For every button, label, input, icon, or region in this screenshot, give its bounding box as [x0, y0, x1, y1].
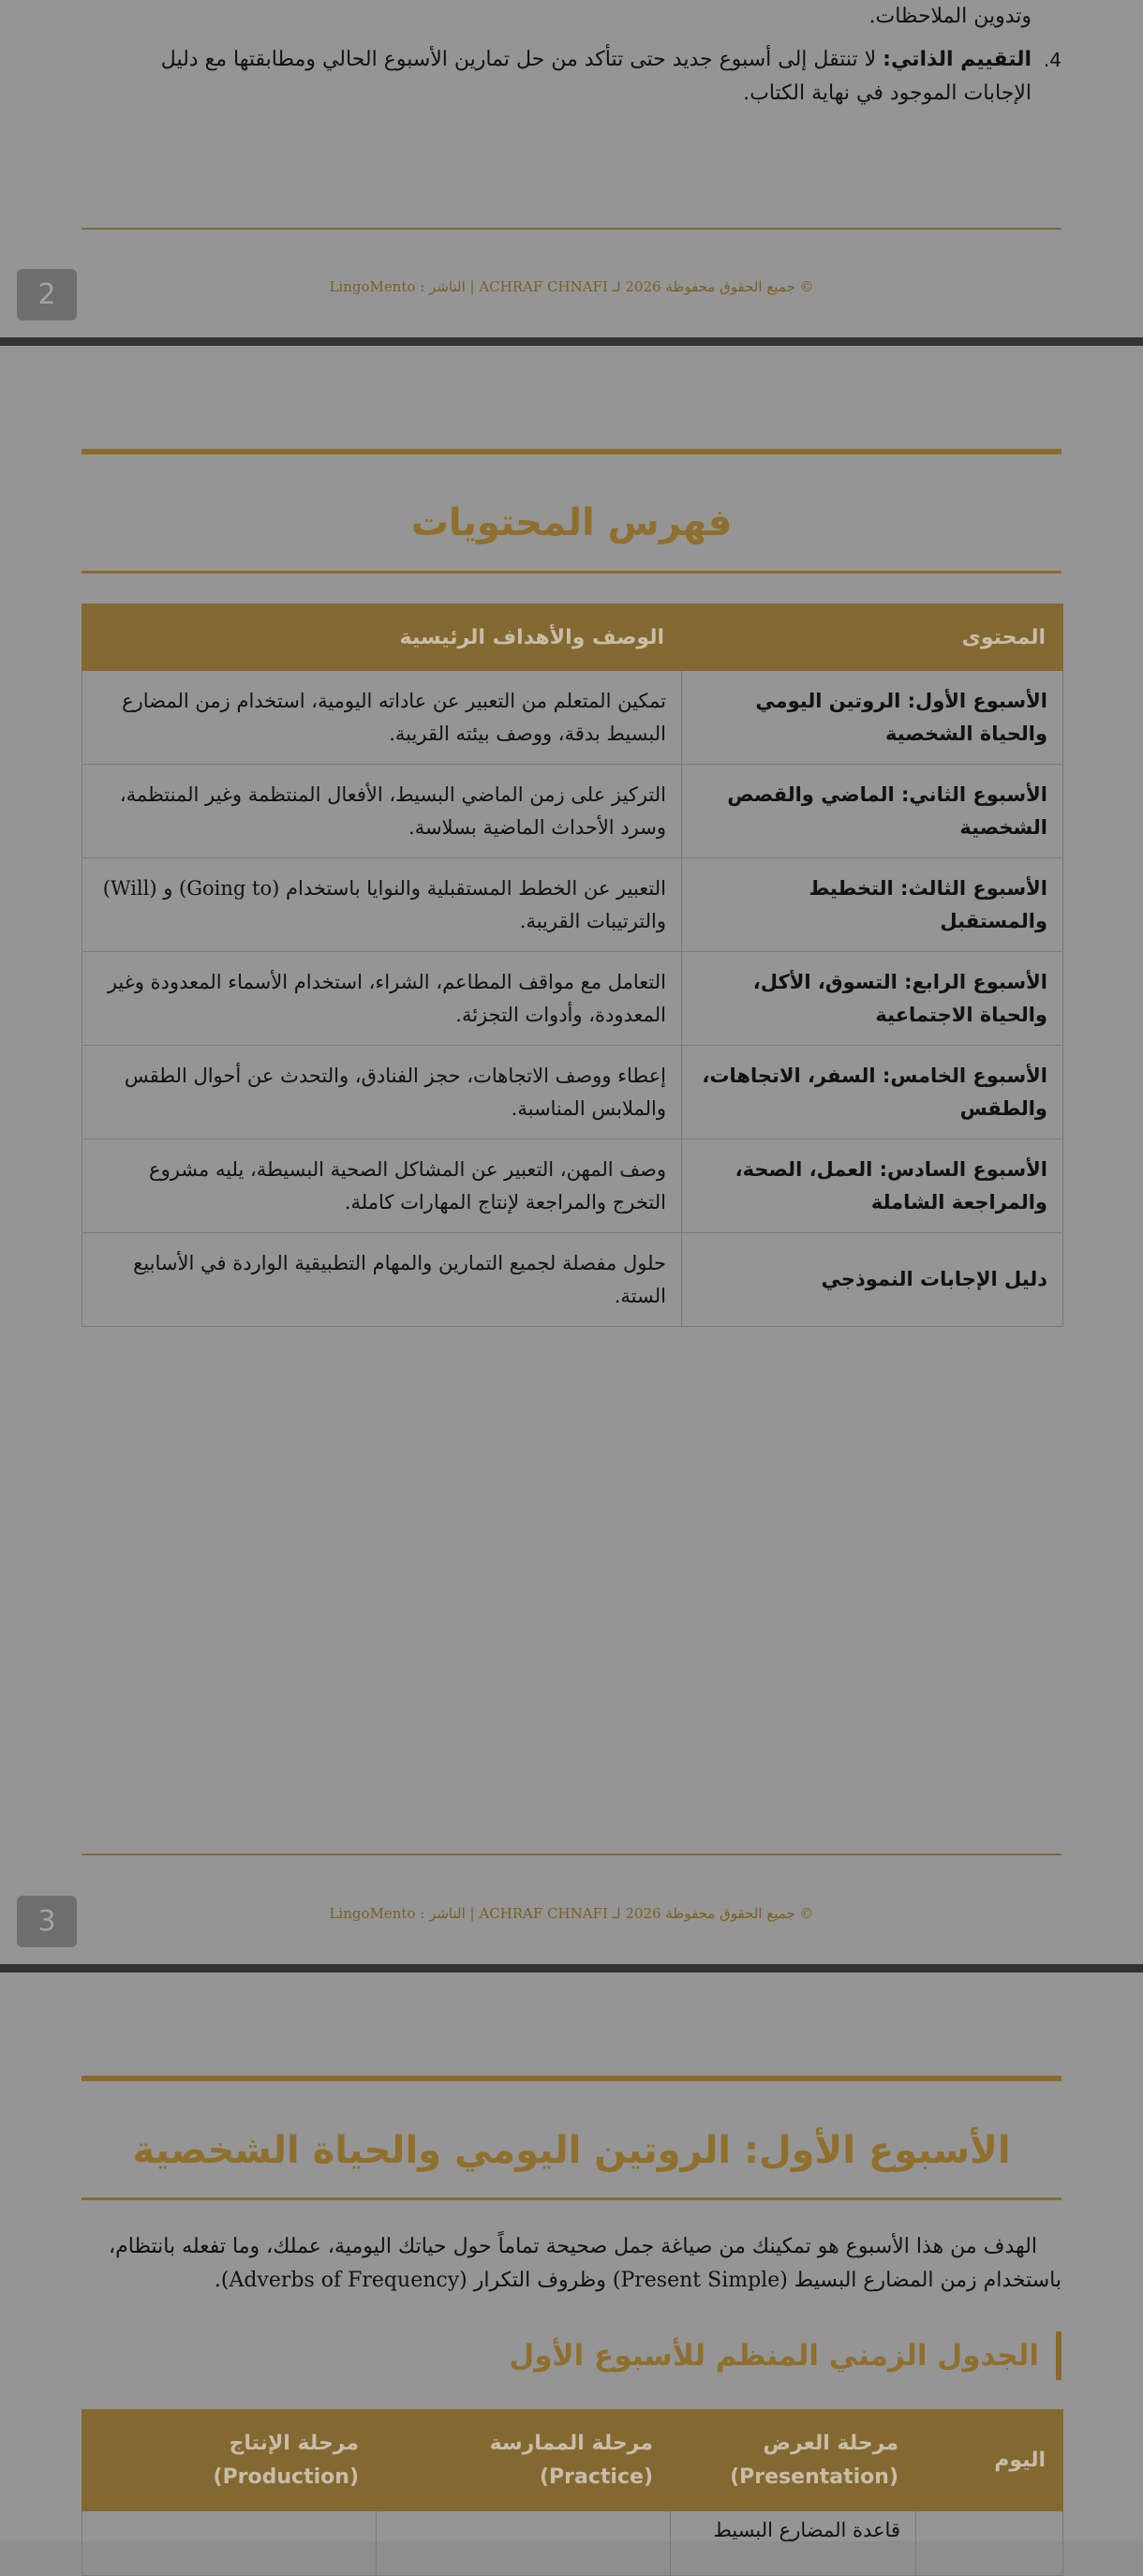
week1-schedule-table [82, 2409, 1063, 2576]
schedule-header-practice: مرحلة الممارسة (Practice) [377, 2410, 671, 2511]
toc-row-description: تمكين المتعلم من التعبير عن عاداته اليومية، استخدام زمن المضارع البسيط بدقة، ووصف بيئته القريبة. [82, 671, 682, 765]
list-item-bold-label: التقييم الذاتي: [883, 48, 1032, 71]
schedule-header-row [82, 2410, 1063, 2511]
schedule-cell [916, 2511, 1063, 2576]
title-bottom-rule [82, 2197, 1061, 2200]
title-top-rule [82, 449, 1061, 454]
page-footer: © جميع الحقوق محفوظة 2026 لـ ACHRAF CHNAFI | الناشر : LingoMento [329, 1905, 814, 1922]
toc-row-title: الأسبوع السادس: العمل، الصحة، والمراجعة الشاملة [682, 1139, 1063, 1233]
intro-line2: باستخدام زمن المضارع البسيط (Present Simple) وظروف التكرار (Adverbs of Frequency). [214, 2269, 1061, 2292]
toc-title: فهرس المحتويات [410, 501, 733, 544]
schedule-row [82, 2511, 1063, 2576]
toc-row-description: التعامل مع مواقف المطاعم، الشراء، استخدام الأسماء المعدودة وغير المعدودة، وأدوات التجزئة. [82, 952, 682, 1046]
page-number-badge: 3 [17, 1896, 77, 1947]
toc-row-title: الأسبوع الثالث: التخطيط والمستقبل [682, 858, 1063, 952]
toc-row-description: إعطاء ووصف الاتجاهات، حجز الفنادق، والتحدث عن أحوال الطقس والملابس المناسبة. [82, 1046, 682, 1139]
toc-row-title: دليل الإجابات النموذجي [682, 1233, 1063, 1327]
list-item-self-assessment [95, 43, 1032, 111]
list-continuation-line: وتدوين الملاحظات. [868, 5, 1032, 28]
toc-row [82, 858, 1063, 952]
title-bottom-rule [82, 571, 1061, 573]
page-number-badge: 2 [17, 269, 77, 320]
schedule-cell [82, 2511, 377, 2576]
list-item-number: 4. [1043, 49, 1061, 71]
page-footer: © جميع الحقوق محفوظة 2026 لـ ACHRAF CHNAFI | الناشر : LingoMento [329, 278, 814, 295]
page-separator [0, 337, 1143, 346]
schedule-cell: قاعدة المضارع البسيط [671, 2511, 916, 2576]
toc-header-row [82, 604, 1063, 671]
title-top-rule [82, 2076, 1061, 2081]
toc-row [82, 1233, 1063, 1327]
schedule-section-title: الجدول الزمني المنظم للأسبوع الأول [509, 2331, 1061, 2380]
toc-row-description: التعبير عن الخطط المستقبلية والنوايا باستخدام (Going to) و (Will) والترتيبات القريبة. [82, 858, 682, 952]
toc-row [82, 1139, 1063, 1233]
toc-row-title: الأسبوع الثاني: الماضي والقصص الشخصية [682, 765, 1063, 858]
toc-row-title: الأسبوع الأول: الروتين اليومي والحياة الشخصية [682, 671, 1063, 765]
toc-header-content: المحتوى [682, 604, 1063, 671]
toc-row-description: وصف المهن، التعبير عن المشاكل الصحية البسيطة، يليه مشروع التخرج والمراجعة لإنتاج المهارات كاملة. [82, 1139, 682, 1233]
list-item-text-line2: الإجابات الموجود في نهاية الكتاب. [743, 82, 1032, 105]
toc-table [82, 603, 1063, 1327]
schedule-cell [377, 2511, 671, 2576]
toc-row-description: التركيز على زمن الماضي البسيط، الأفعال المنتظمة وغير المنتظمة، وسرد الأحداث الماضية بسلاسة. [82, 765, 682, 858]
page-separator [0, 1964, 1143, 1973]
toc-row [82, 1046, 1063, 1139]
toc-row-description: حلول مفصلة لجميع التمارين والمهام التطبيقية الواردة في الأسابيع الستة. [82, 1233, 682, 1327]
toc-row [82, 952, 1063, 1046]
toc-row [82, 765, 1063, 858]
toc-row [82, 671, 1063, 765]
intro-line1: الهدف من هذا الأسبوع هو تمكينك من صياغة جمل صحيحة تماماً حول حياتك اليومية، عملك، وما تفعله بانتظام، [109, 2235, 1037, 2258]
week1-intro [82, 2230, 1061, 2298]
schedule-header-presentation: مرحلة العرض (Presentation) [671, 2410, 916, 2511]
list-item-text-line1: لا تنتقل إلى أسبوع جديد حتى تتأكد من حل تمارين الأسبوع الحالي ومطابقتها مع دليل [160, 48, 877, 71]
footer-rule [82, 1854, 1061, 1855]
schedule-header-production: مرحلة الإنتاج (Production) [82, 2410, 377, 2511]
toc-row-title: الأسبوع الخامس: السفر، الاتجاهات، والطقس [682, 1046, 1063, 1139]
footer-rule [82, 228, 1061, 230]
toc-row-title: الأسبوع الرابع: التسوق، الأكل، والحياة الاجتماعية [682, 952, 1063, 1046]
week1-title: الأسبوع الأول: الروتين اليومي والحياة الشخصية [132, 2129, 1011, 2172]
toc-header-description: الوصف والأهداف الرئيسية [82, 604, 682, 671]
schedule-header-day: اليوم [916, 2410, 1063, 2511]
